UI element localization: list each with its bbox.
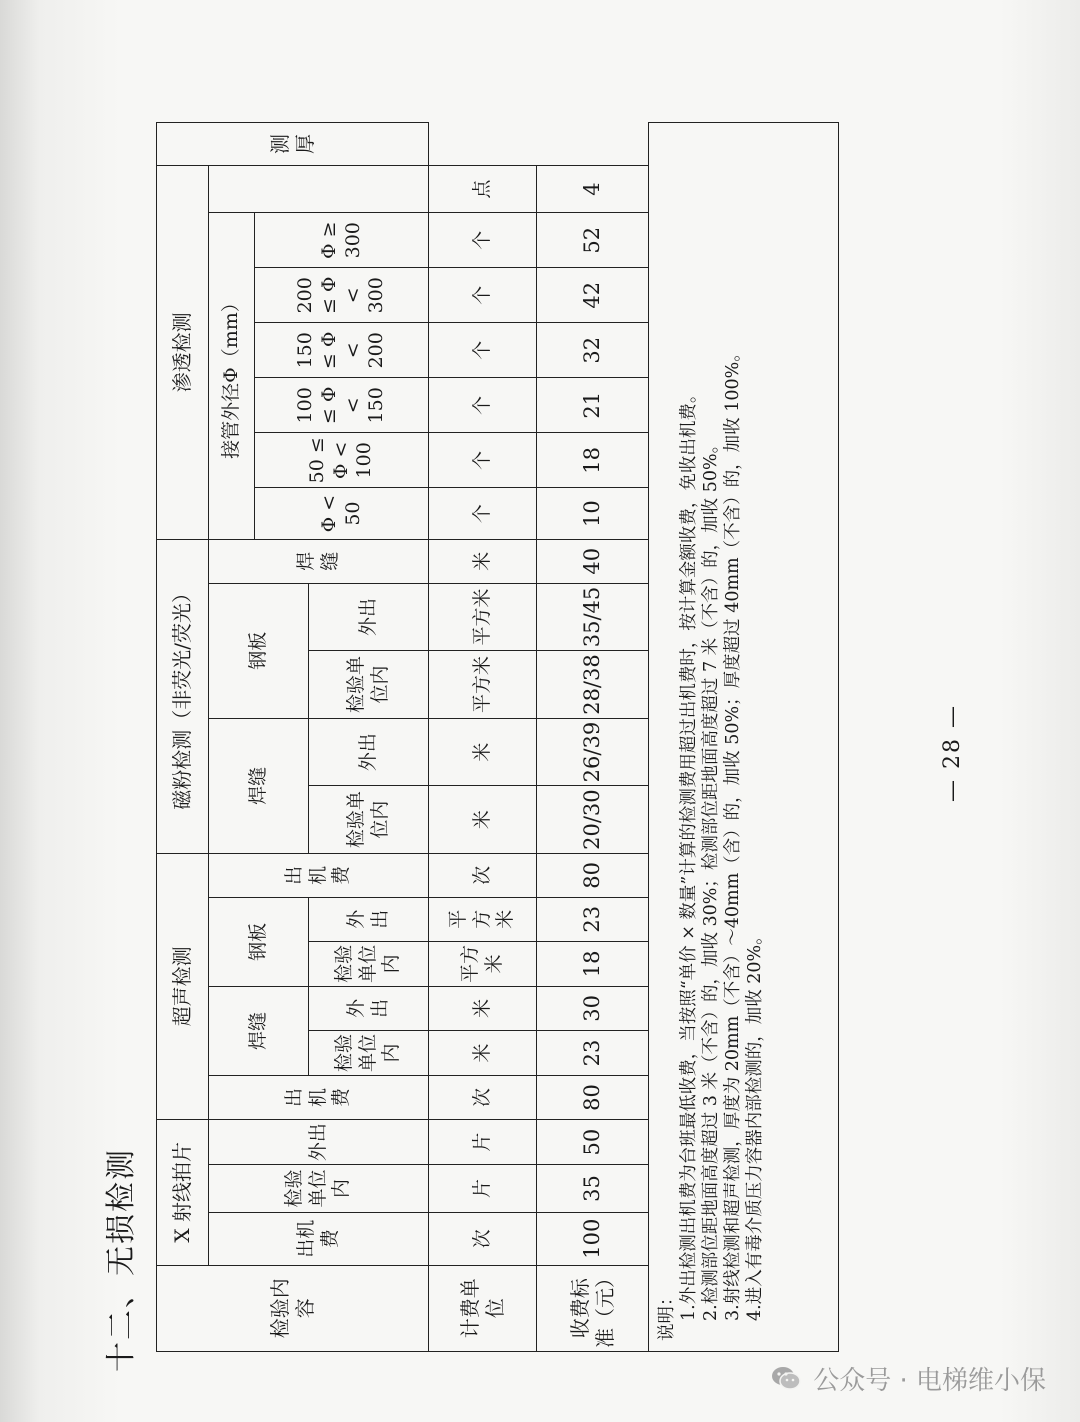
ultrasonic-machine-unit: 次 <box>429 1076 537 1120</box>
xray-machine-unit: 次 <box>429 1212 537 1265</box>
watermark-text: 公众号 · 电梯维小保 <box>813 1365 1046 1396</box>
pipe-col-2-unit: 个 <box>429 433 537 488</box>
section-title: 十二、无损检测 <box>104 1148 139 1372</box>
pipe-col-1-fee: 10 <box>537 488 649 539</box>
penetrant-weld-unit: 米 <box>429 539 537 583</box>
pipe-col-2-fee: 18 <box>537 433 649 488</box>
note-3: 3.射线检测和超声检测，厚度为 20mm（不含）～40mm（含）的，加收 50%；厚度超过 40mm（不含）的，加收 100%。 <box>722 344 743 1321</box>
magnetic-machine-label: 出机费 <box>209 853 429 897</box>
magnetic-plate-outside-label: 外出 <box>309 583 429 651</box>
note-1: 1.外出检测出机费为台班最低收费，当按照“单价 × 数量”计算的检测费用超过出机费时，按计算金额收费，免收出机费。 <box>678 385 699 1321</box>
ultrasonic-weld-label: 焊缝 <box>209 986 309 1075</box>
rowlabel-unit: 计费单位 <box>429 1265 537 1351</box>
xray-outside-label: 外出 <box>209 1119 429 1164</box>
wechat-icon <box>769 1361 803 1395</box>
pipe-col-6-unit: 个 <box>429 213 537 268</box>
pipe-col-2-label: 50 ≤ Φ < 100 <box>255 433 429 488</box>
xray-outside-unit: 片 <box>429 1119 537 1164</box>
ultrasonic-plate-outside-label: 外出 <box>309 897 429 941</box>
ultrasonic-weld-outside-label: 外出 <box>309 986 429 1030</box>
watermark <box>769 1358 1046 1398</box>
rowlabel-fee: 收费标准（元） <box>537 1265 649 1351</box>
pipe-col-4-unit: 个 <box>429 323 537 378</box>
pipe-col-3-label: 100 ≤ Φ < 150 <box>255 378 429 433</box>
fee-row <box>537 123 649 1352</box>
magnetic-plate-outside-unit: 平方米 <box>429 583 537 651</box>
notes <box>649 123 839 1352</box>
magnetic-weld-outside-fee: 26/39 <box>537 718 649 786</box>
magnetic-machine-fee: 80 <box>537 853 649 897</box>
page-number: — 28 — <box>940 704 965 802</box>
xray-title: X 射线拍片 <box>157 1119 209 1265</box>
pipe-col-1-label: Φ < 50 <box>255 488 429 539</box>
magnetic-plate-inside-fee: 28/38 <box>537 651 649 719</box>
penetrant-pipe-title: 接管外径Φ（mm） <box>209 213 255 540</box>
note-2: 2.检测部位距地面高度超过 3 米（不含）的，加收 30%；检测部位距地面高度超过 7 米（不含）的，加收 50%。 <box>700 435 721 1321</box>
magnetic-machine-unit: 次 <box>429 853 537 897</box>
magnetic-plate-inside-label: 检验单位内 <box>309 651 429 719</box>
pipe-col-3-fee: 21 <box>537 378 649 433</box>
xray-machine-fee: 100 <box>537 1212 649 1265</box>
notes-row <box>649 123 839 1352</box>
thickness-fee: 4 <box>537 165 649 212</box>
notes-label: 说明： <box>657 1288 677 1341</box>
ultrasonic-plate-outside-fee: 23 <box>537 897 649 941</box>
magnetic-title: 磁粉检测（非荧光/荧光） <box>157 539 209 853</box>
magnetic-plate-label: 钢板 <box>209 583 309 718</box>
pipe-col-5-fee: 42 <box>537 268 649 323</box>
thickness-unit: 点 <box>429 165 537 212</box>
pipe-col-3-unit: 个 <box>429 378 537 433</box>
xray-inside-fee: 35 <box>537 1165 649 1213</box>
magnetic-weld-inside-unit: 米 <box>429 786 537 854</box>
note-4: 4.进入有毒介质压力容器内部检测的，加收 20%。 <box>744 927 765 1321</box>
ultrasonic-weld-inside-fee: 23 <box>537 1030 649 1075</box>
magnetic-weld-label: 焊缝 <box>209 718 309 853</box>
ultrasonic-plate-inside-unit: 平方米 <box>429 941 537 986</box>
thickness-title: 测厚 <box>157 123 429 166</box>
ultrasonic-weld-inside-unit: 米 <box>429 1030 537 1075</box>
ultrasonic-plate-label: 钢板 <box>209 897 309 986</box>
pipe-col-5-label: 200 ≤ Φ < 300 <box>255 268 429 323</box>
magnetic-weld-outside-label: 外出 <box>309 718 429 786</box>
xray-outside-fee: 50 <box>537 1119 649 1164</box>
ultrasonic-machine-label: 出机费 <box>209 1076 429 1120</box>
ultrasonic-weld-outside-fee: 30 <box>537 986 649 1030</box>
magnetic-weld-outside-unit: 米 <box>429 718 537 786</box>
xray-inside-label: 检验单位内 <box>209 1165 429 1213</box>
ultrasonic-machine-fee: 80 <box>537 1076 649 1120</box>
rotated-page <box>90 122 990 1372</box>
magnetic-weld-inside-fee: 20/30 <box>537 786 649 854</box>
pipe-col-5-unit: 个 <box>429 268 537 323</box>
xray-machine-label: 出机费 <box>209 1212 429 1265</box>
ultrasonic-plate-outside-unit: 平方米 <box>429 897 537 941</box>
xray-inside-unit: 片 <box>429 1165 537 1213</box>
pipe-col-6-fee: 52 <box>537 213 649 268</box>
unit-row <box>429 123 537 1352</box>
ultrasonic-weld-outside-unit: 米 <box>429 986 537 1030</box>
pipe-col-4-fee: 32 <box>537 323 649 378</box>
magnetic-plate-inside-unit: 平方米 <box>429 651 537 719</box>
penetrant-title: 渗透检测 <box>157 165 209 539</box>
ultrasonic-plate-inside-label: 检验单位内 <box>309 941 429 986</box>
pipe-col-6-label: Φ ≥ 300 <box>255 213 429 268</box>
magnetic-weld-inside-label: 检验单位内 <box>309 786 429 854</box>
ultrasonic-title: 超声检测 <box>157 853 209 1119</box>
penetrant-weld-fee: 40 <box>537 539 649 583</box>
penetrant-weld-label: 焊缝 <box>209 539 429 583</box>
pipe-col-4-label: 150 ≤ Φ < 200 <box>255 323 429 378</box>
ultrasonic-weld-inside-label: 检验单位内 <box>309 1030 429 1075</box>
ultrasonic-plate-inside-fee: 18 <box>537 941 649 986</box>
magnetic-plate-outside-fee: 35/45 <box>537 583 649 651</box>
pipe-col-1-unit: 个 <box>429 488 537 539</box>
fee-table <box>156 122 839 1352</box>
rowlabel-content: 检验内容 <box>157 1265 429 1351</box>
